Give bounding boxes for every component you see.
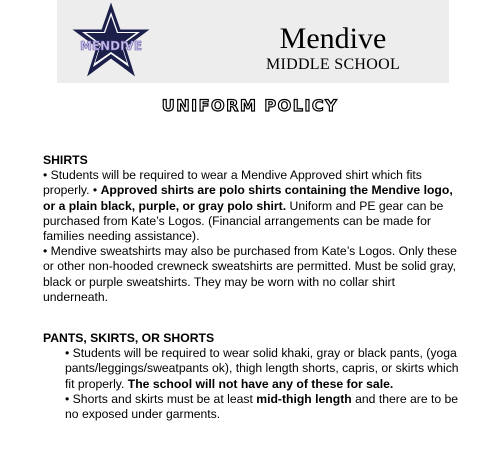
policy-title: UNIFORM POLICY (161, 96, 339, 115)
policy-content (43, 153, 463, 422)
school-name: Mendive (279, 22, 387, 55)
bullet: • (43, 244, 48, 259)
shirts-p1-c: Uniform and PE gear can be purchased from Kate’s Logos. (Financial arrangements can be made for families needing assistance). (43, 198, 444, 244)
shirts-paragraph-1 (43, 168, 463, 244)
bullet: • (65, 391, 70, 406)
shirts-heading: SHIRTS (43, 153, 88, 167)
pants-paragraph-2 (43, 392, 463, 422)
pants-p1-b: The school will not have any of these for sale. (127, 376, 394, 391)
shirts-p1-a: Students will be required to wear a Mendive Approved shirt which fits properly. (43, 168, 422, 198)
pants-p2-c: and there are to be no exposed under garments. (65, 391, 459, 422)
school-subtitle: MIDDLE SCHOOL (265, 56, 401, 73)
shirts-paragraph-2 (43, 244, 463, 305)
bullet: • (65, 346, 70, 361)
pants-paragraph-1 (43, 346, 463, 392)
bullet: • (43, 168, 48, 183)
pants-heading: PANTS, SKIRTS, OR SHORTS (43, 331, 215, 346)
star-logo-icon (71, 2, 151, 80)
pants-p2-a: Shorts and skirts must be at least (72, 391, 253, 406)
shirts-p1-b: Approved shirts are polo shirts containing the Mendive logo, or a plain black, purple, or gray polo shirt. (43, 183, 453, 213)
logo-text: MENDIVE (79, 39, 143, 53)
pants-p1-a: Students will be required to wear solid khaki, gray or black pants, (yoga pants/leggings/sweatpants ok), thigh length shorts, capris, or skirts which fit properly. (65, 346, 459, 391)
pants-p2-b: mid-thigh length (256, 391, 352, 406)
school-header (57, 0, 449, 83)
shirts-p2: Mendive sweatshirts may also be purchased from Kate’s Logos. Only these or other non-hooded crewneck sweatshirts are permitted. Must be solid gray, black or purple sweatshirts. They may be worn with no collar shirt underneath. (43, 244, 457, 304)
bullet: • (92, 183, 98, 198)
